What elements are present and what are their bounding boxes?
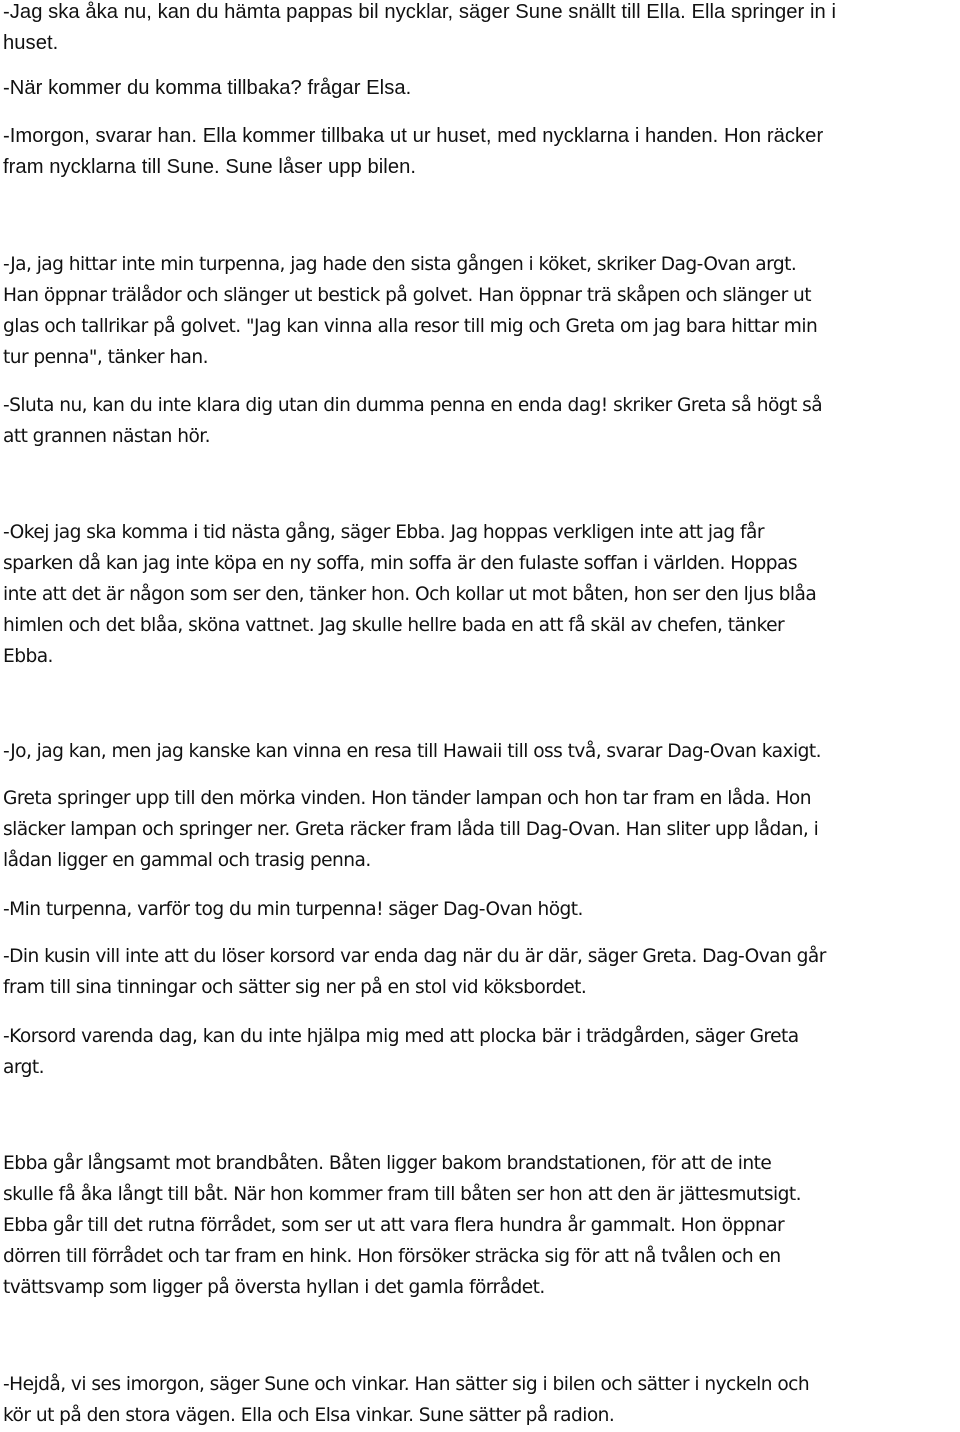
text-line: dörren till förrådet och tar fram en hink. Hon försöker sträcka sig för att nå tvålen och en: [3, 1246, 781, 1267]
text-line: -När kommer du komma tillbaka? frågar Elsa.: [3, 77, 412, 99]
paragraph-5: [3, 390, 955, 452]
text-line: tur penna", tänker han.: [3, 347, 209, 368]
text-line: glas och tallrikar på golvet. "Jag kan vinna alla resor till mig och Greta om jag bara hittar min: [3, 316, 818, 337]
paragraph-13: [3, 1369, 955, 1431]
text-line: inte att det är någon som ser den, tänker hon. Och kollar ut mot båten, hon ser den ljus blåa: [3, 584, 817, 605]
paragraph-9: [3, 894, 955, 925]
text-line: -Jag ska åka nu, kan du hämta pappas bil nycklar, säger Sune snällt till Ella. Ella springer in i: [3, 1, 836, 23]
text-line: Ebba.: [3, 646, 53, 667]
text-line: -Korsord varenda dag, kan du inte hjälpa mig med att plocka bär i trädgården, säger Greta: [3, 1026, 799, 1047]
text-line: -Ja, jag hittar inte min turpenna, jag hade den sista gången i köket, skriker Dag-Ovan argt.: [3, 254, 797, 275]
text-line: himlen och det blåa, sköna vattnet. Jag skulle hellre bada en att få skäl av chefen, tänker: [3, 615, 785, 636]
paragraph-6: [3, 517, 955, 672]
text-line: Ebba går till det rutna förrådet, som ser ut att vara flera hundra år gammalt. Hon öppnar: [3, 1215, 785, 1236]
paragraph-7: [3, 736, 955, 767]
text-line: fram nycklarna till Sune. Sune låser upp bilen.: [3, 156, 417, 178]
text-line: -Jo, jag kan, men jag kanske kan vinna en resa till Hawaii till oss två, svarar Dag-Ovan kaxigt.: [3, 741, 821, 762]
text-line: fram till sina tinningar och sätter sig ner på en stol vid köksbordet.: [3, 977, 587, 998]
paragraph-8: [3, 783, 955, 876]
text-line: lådan ligger en gammal och trasig penna.: [3, 850, 371, 871]
text-line: argt.: [3, 1057, 44, 1078]
text-line: Han öppnar trälådor och slänger ut bestick på golvet. Han öppnar trä skåpen och slänger ut: [3, 285, 811, 306]
paragraph-4: [3, 249, 955, 373]
text-line: -Okej jag ska komma i tid nästa gång, säger Ebba. Jag hoppas verkligen inte att jag får: [3, 522, 764, 543]
text-line: Greta springer upp till den mörka vinden. Hon tänder lampan och hon tar fram en låda. Hon: [3, 788, 811, 809]
text-line: sparken då kan jag inte köpa en ny soffa, min soffa är den fulaste soffan i världen. Hoppas: [3, 553, 797, 574]
text-line: -Hejdå, vi ses imorgon, säger Sune och vinkar. Han sätter sig i bilen och sätter i nyckeln och: [3, 1374, 810, 1395]
paragraph-11: [3, 1021, 955, 1083]
text-line: -Imorgon, svarar han. Ella kommer tillbaka ut ur huset, med nycklarna i handen. Hon räcker: [3, 125, 824, 147]
text-line: tvättsvamp som ligger på översta hyllan i det gamla förrådet.: [3, 1277, 545, 1298]
paragraph-3: [3, 121, 955, 183]
text-line: kör ut på den stora vägen. Ella och Elsa vinkar. Sune sätter på radion.: [3, 1405, 615, 1426]
text-line: släcker lampan och springer ner. Greta räcker fram låda till Dag-Ovan. Han sliter upp lådan, i: [3, 819, 819, 840]
text-line: skulle få åka långt till båt. När hon kommer fram till båten ser hon att den är jättesmutsigt.: [3, 1184, 801, 1205]
text-line: -Min turpenna, varför tog du min turpenna! säger Dag-Ovan högt.: [3, 899, 583, 920]
paragraph-12: [3, 1148, 955, 1303]
text-line: Ebba går långsamt mot brandbåten. Båten ligger bakom brandstationen, för att de inte: [3, 1153, 772, 1174]
paragraph-1: [3, 0, 955, 59]
text-line: att grannen nästan hör.: [3, 426, 211, 447]
paragraph-10: [3, 941, 955, 1003]
text-line: -Din kusin vill inte att du löser korsord var enda dag när du är där, säger Greta. Dag-Ovan går: [3, 946, 826, 967]
text-line: huset.: [3, 32, 59, 54]
text-line: -Sluta nu, kan du inte klara dig utan din dumma penna en enda dag! skriker Greta så högt så: [3, 395, 823, 416]
paragraph-2: [3, 73, 955, 104]
